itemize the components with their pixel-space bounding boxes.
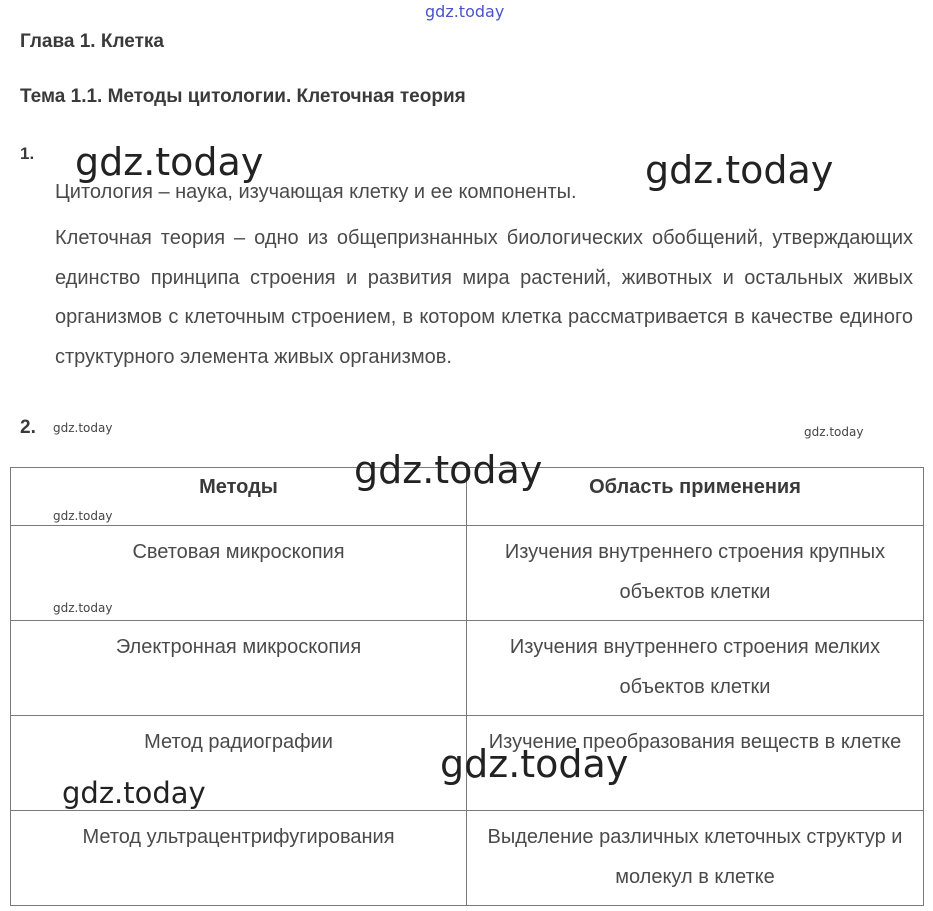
watermark: gdz.today [804,425,864,439]
task-2-number: 2. [20,417,36,438]
watermark: gdz.today [62,776,206,810]
table-row [11,811,924,906]
application-cell: Изучения внутреннего строения мелких объектов клетки [467,621,924,716]
application-cell: Изучение преобразования веществ в клетке [467,716,924,811]
task-1-number: 1. [20,144,35,163]
topic-title: Тема 1.1. Методы цитологии. Клеточная теория [20,86,466,107]
method-cell: Метод радиографии [11,716,467,811]
header-watermark[interactable]: gdz.today [425,2,505,21]
watermark: gdz.today [354,448,543,492]
header-methods: Методы [11,468,467,526]
chapter-title: Глава 1. Клетка [20,31,164,52]
watermark: gdz.today [75,140,264,184]
header-application: Область применения [467,468,924,526]
method-cell: Метод ультрацентрифугирования [11,811,467,906]
table-row [11,526,924,621]
application-cell: Изучения внутреннего строения крупных объектов клетки [467,526,924,621]
method-cell: Световая микроскопия [11,526,467,621]
cell-theory-paragraph: Клеточная теория – одно из общепризнанных биологических обобщений, утверждающих единство принципа строения и развития мира растений, животных и остальных живых организмов с клеточным строением, в котором клетка рассматривается в качестве единого структурного элемента живых организмов. [55,227,913,368]
application-cell: Выделение различных клеточных структур и молекул в клетке [467,811,924,906]
watermark: gdz.today [645,148,834,192]
cytology-definition: Цитология – наука, изучающая клетку и ее компоненты. [55,181,577,203]
method-cell: Электронная микроскопия [11,621,467,716]
methods-table [10,467,924,906]
table-row [11,621,924,716]
watermark: gdz.today [53,509,113,523]
watermark: gdz.today [53,421,113,435]
watermark: gdz.today [440,742,629,786]
watermark: gdz.today [53,601,113,615]
